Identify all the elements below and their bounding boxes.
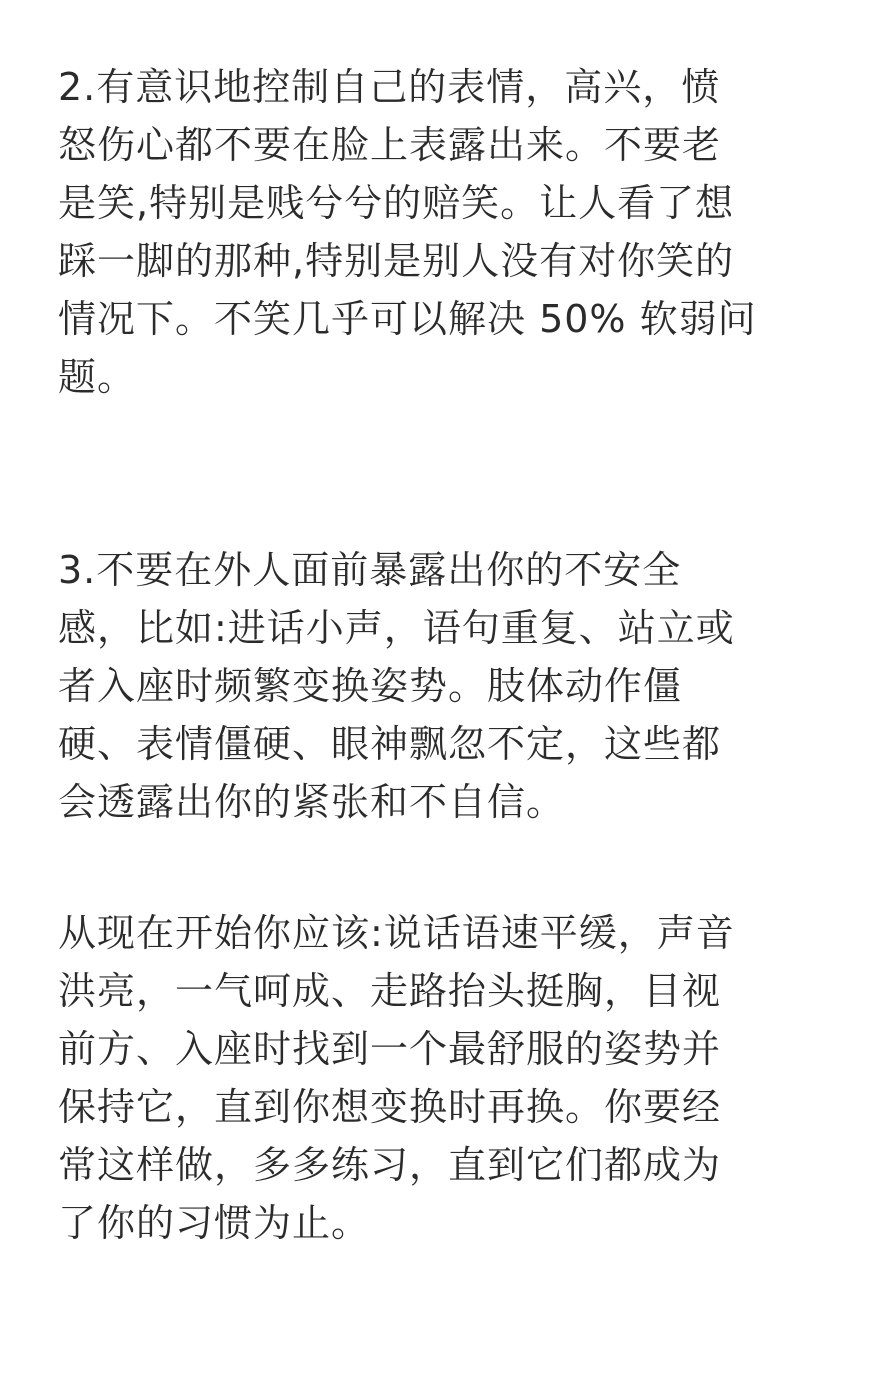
- text-line: 保持它，直到你想变换时再换。你要经: [58, 1085, 722, 1129]
- text-line: 2.有意识地控制自己的表情，高兴，愤: [58, 65, 721, 109]
- text-line: 3.不要在外人面前暴露出你的不安全: [58, 548, 682, 592]
- paragraph-2-control-expression: [58, 58, 828, 406]
- paragraph-from-now-on: [58, 904, 828, 1252]
- text-line: 踩一脚的那种,特别是别人没有对你笑的: [58, 239, 735, 283]
- text-line: 会透露出你的紧张和不自信。: [58, 780, 566, 824]
- text-line: 感，比如:进话小声，语句重复、站立或: [58, 606, 735, 650]
- text-line: 硬、表情僵硬、眼神飘忽不定，这些都: [58, 722, 722, 766]
- text-line: 常这样做，多多练习，直到它们都成为: [58, 1143, 722, 1187]
- text-line: 情况下。不笑几乎可以解决 50% 软弱问: [58, 297, 757, 341]
- text-line: 者入座时频繁变换姿势。肢体动作僵: [58, 664, 683, 708]
- text-line: 题。: [58, 355, 137, 399]
- text-line: 前方、入座时找到一个最舒服的姿势并: [58, 1027, 722, 1071]
- text-line: 怒伤心都不要在脸上表露出来。不要老: [58, 123, 722, 167]
- text-line: 洪亮，一气呵成、走路抬头挺胸，目视: [58, 969, 722, 1013]
- text-line: 是笑,特别是贱兮兮的赔笑。让人看了想: [58, 181, 735, 225]
- text-line: 从现在开始你应该:说话语速平缓，声音: [58, 911, 735, 955]
- paragraph-3-insecurity: [58, 541, 828, 831]
- text-line: 了你的习惯为止。: [58, 1201, 371, 1245]
